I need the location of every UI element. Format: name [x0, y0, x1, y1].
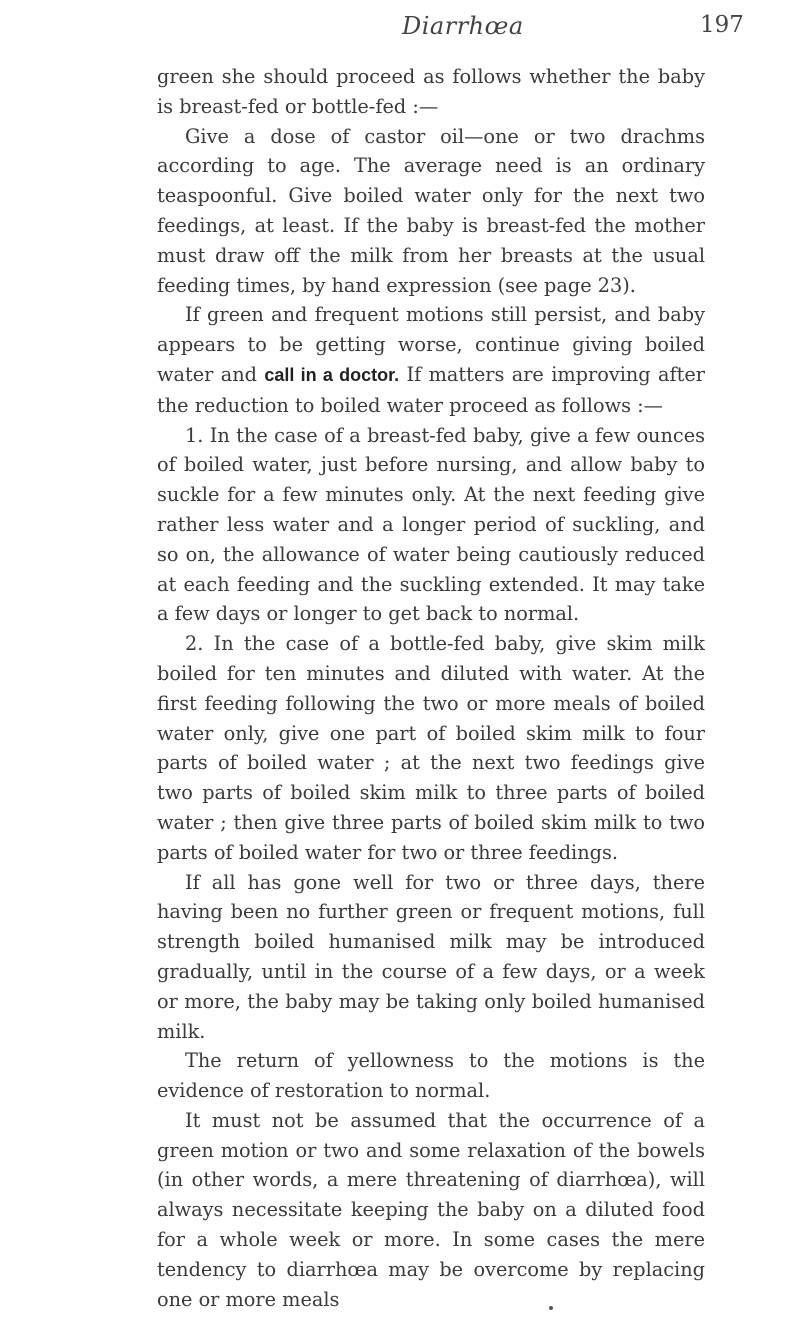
- paragraph-castor-oil: Give a dose of castor oil—one or two drachms according to age. The average need is an ordinary teaspoonful. Give boiled water only for the next two feedings, at least. If the baby is breast-fed the mother must draw off the milk from her breasts at the usual feeding times, by hand expression (see page 23).: [157, 124, 705, 297]
- paragraph-bottle-fed: 2. In the case of a bottle-fed baby, give skim milk boiled for ten minutes and diluted with water. At the first feeding following the two or more meals of boiled water only, give one part of boiled skim milk to four parts of boiled water ; at the next two feedings give two parts of boiled skim milk to three parts of boiled water ; then give three parts of boiled skim milk to two parts of boiled water for two or three feedings.: [157, 632, 705, 864]
- page-number: 197: [700, 12, 744, 38]
- page-header: [0, 12, 800, 52]
- print-mark-dot: [549, 1306, 553, 1310]
- paragraph-yellowness: The return of yellowness to the motions is the evidence of restoration to normal.: [157, 1049, 705, 1103]
- paragraph-persist: [157, 300, 705, 420]
- paragraph-not-assumed: It must not be assumed that the occurrence of a green motion or two and some relaxation of the bowels (in other words, a mere threatening of diarrhœa), will always necessitate keeping the baby on a diluted food for a whole week or more. In some cases the mere tendency to diarrhœa may be overcome by replacing one or more meals: [157, 1108, 705, 1311]
- paragraph-full-strength: If all has gone well for two or three days, there having been no further green or frequent motions, full strength boiled humanised milk may be introduced gradually, until in the course of a few days, or a week or more, the baby may be taking only boiled humanised milk.: [157, 870, 705, 1043]
- body-text: [157, 62, 705, 1314]
- persist-text-after: If matters are improving after the reduction to boiled water proceed as follows :—: [157, 362, 706, 417]
- running-head: Diarrhœa: [402, 12, 524, 40]
- persist-text-before: If green and frequent motions still persist, and baby appears to be getting worse, continue giving boiled water and: [157, 303, 705, 386]
- paragraph-continuation: green she should proceed as follows whether the baby is breast-fed or bottle-fed :—: [157, 65, 705, 118]
- paragraph-breast-fed: 1. In the case of a breast-fed baby, give a few ounces of boiled water, just before nursing, and allow baby to suckle for a few minutes only. At the next feeding give rather less water and a longer period of suckling, and so on, the allowance of water being cautiously reduced at each feeding and the suckling extended. It may take a few days or longer to get back to normal.: [157, 423, 705, 626]
- call-doctor-emphasis: call in a doctor.: [264, 364, 400, 385]
